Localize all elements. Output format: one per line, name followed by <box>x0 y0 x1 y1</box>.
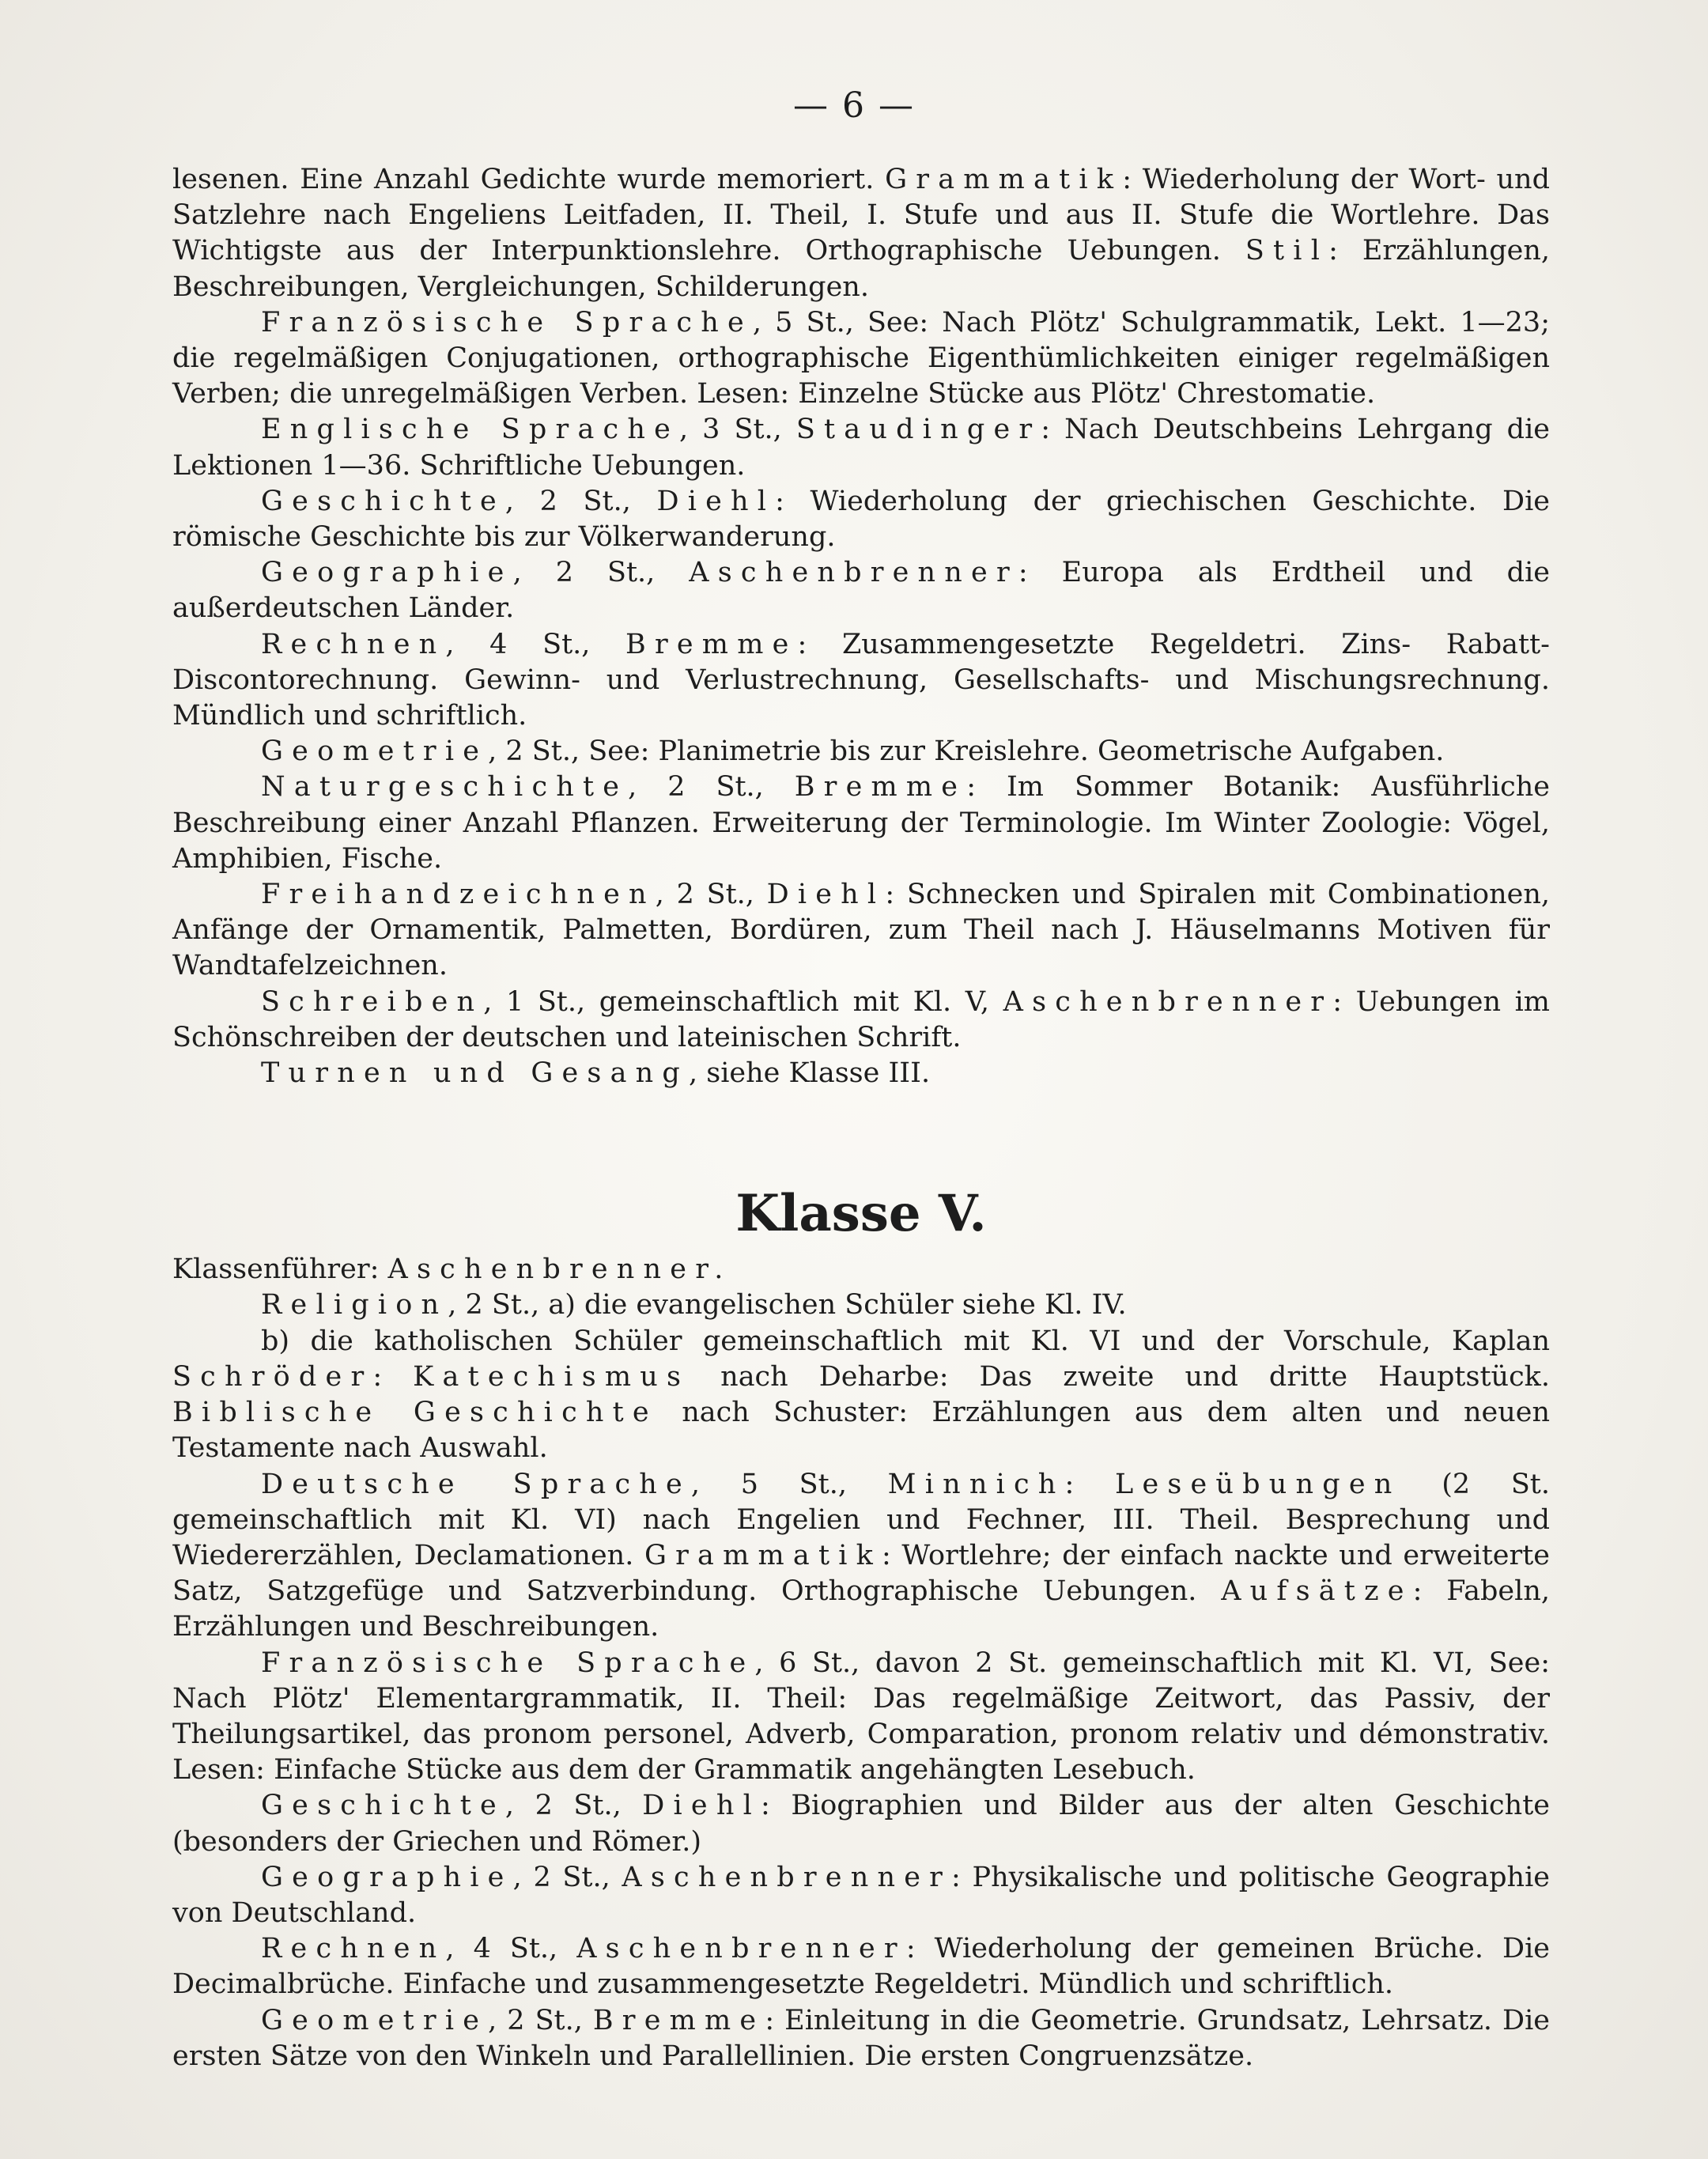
teacher-name: Staudinger <box>795 414 1041 446</box>
paragraph: Religion, 2 St., a) die evangelischen Schüler siehe Kl. IV. <box>261 1289 1127 1321</box>
subject-name: Geschichte <box>261 1790 505 1822</box>
subject-name: Grammatik <box>644 1539 882 1571</box>
teacher-name: Schröder <box>172 1360 373 1393</box>
subject-name: Geographie <box>261 1861 513 1893</box>
paragraph: Geometrie, 2 St., Bremme: Einleitung in die Geometrie. Grundsatz, Lehrsatz. Die ersten Sätze von den Winkeln und Parallellinien. Die ersten Congruenzsätze. <box>172 2004 1550 2072</box>
subject-name: Geometrie <box>261 2004 489 2036</box>
paragraph: Deutsche Sprache, 5 St., Minnich: Leseübungen (2 St. gemeinschaftlich mit Kl. VI) nach Engelien und Fechner, III. Theil. Besprechung und Wiedererzählen, Declamationen. Grammatik: Wortlehre; der einfach nackte und erweiterte Satz, Satzgefüge und Satzverbindung. Orthographische Uebungen. Aufsätze: Fabeln, Erzählungen und Beschreibungen. <box>172 1468 1550 1643</box>
paragraph: Rechnen, 4 St., Bremme: Zusammengesetzte Regeldetri. Zins- Rabatt- Discontorechnung. Gewinn- und Verlustrechnung, Gesellschafts- und Mischungsrechnung. Mündlich und schriftlich. <box>172 628 1550 732</box>
teacher-name: Bremme <box>625 628 798 660</box>
paragraph: Geographie, 2 St., Aschenbrenner: Physikalische und politische Geographie von Deutschland. <box>172 1861 1550 1929</box>
paragraph: Englische Sprache, 3 St., Staudinger: Nach Deutschbeins Lehrgang die Lektionen 1—36. Schriftliche Uebungen. <box>172 414 1550 482</box>
teacher-name: Aschenbrenner. <box>387 1253 732 1286</box>
class-leader: Klassenführer: Aschenbrenner. <box>172 1253 732 1286</box>
subject-name: Religion <box>261 1289 448 1321</box>
subject-name: Grammatik <box>885 164 1123 195</box>
page-number: — 6 — <box>793 85 915 126</box>
paragraph: lesenen. Eine Anzahl Gedichte wurde memoriert. Grammatik: Wiederholung der Wort- und Satzlehre nach Engeliens Leitfaden, II. Theil, I. Stufe und aus II. Stufe die Wortlehre. Das Wichtigste aus der Interpunktionslehre. Orthographische Uebungen. Stil: Erzählungen, Beschreibungen, Vergleichungen, Schilderungen. <box>172 164 1551 303</box>
paragraph: Geographie, 2 St., Aschenbrenner: Europa als Erdtheil und die außerdeutschen Länder. <box>172 557 1550 625</box>
paragraph: Schreiben, 1 St., gemeinschaftlich mit Kl. V, Aschenbrenner: Uebungen im Schönschreiben der deutschen und lateinischen Schrift. <box>172 985 1550 1053</box>
subject-name: Leseübungen <box>1115 1468 1401 1500</box>
subject-name: Naturgeschichte <box>261 771 629 803</box>
body-text <box>172 162 1550 2074</box>
subject-name: Schreiben <box>261 985 484 1018</box>
subject-name: Stil <box>1245 235 1329 267</box>
teacher-name: Diehl <box>656 485 776 517</box>
teacher-name: Bremme <box>794 771 967 803</box>
paragraph: Französische Sprache, 5 St., See: Nach Plötz' Schulgrammatik, Lekt. 1—23; die regelmäßigen Conjugationen, orthographische Eigenthümlichkeiten einiger regelmäßigen Verben; die unregelmäßigen Verben. Lesen: Einzelne Stücke aus Plötz' Chrestomatie. <box>172 306 1550 410</box>
section-heading: Klasse V. <box>735 1184 987 1244</box>
paragraph: Freihandzeichnen, 2 St., Diehl: Schnecken und Spiralen mit Combinationen, Anfänge der Ornamentik, Palmetten, Bordüren, zum Theil nach J. Häuselmanns Motiven für Wandtafelzeichnen. <box>172 879 1550 982</box>
paragraph: Rechnen, 4 St., Aschenbrenner: Wiederholung der gemeinen Brüche. Die Decimalbrüche. Einfache und zusammengesetzte Regeldetri. Mündlich und schriftlich. <box>172 1933 1550 2001</box>
subject-name: Französische Sprache <box>261 306 753 338</box>
teacher-name: Diehl <box>766 879 886 911</box>
paragraph: Naturgeschichte, 2 St., Bremme: Im Sommer Botanik: Ausführliche Beschreibung einer Anzahl Pflanzen. Erweiterung der Terminologie. Im Winter Zoologie: Vögel, Amphibien, Fische. <box>172 771 1550 875</box>
subject-name: Rechnen <box>261 628 446 660</box>
teacher-name: Aschenbrenner <box>622 1861 952 1893</box>
teacher-name: Aschenbrenner <box>576 1933 906 1965</box>
subject-name: Geometrie <box>261 735 489 768</box>
teacher-name: Aschenbrenner <box>689 557 1018 589</box>
subject-name: Geschichte <box>261 485 505 517</box>
subject-name: Rechnen <box>261 1933 446 1965</box>
subject-name: Geographie <box>261 557 513 589</box>
subject-name: Katechismus <box>413 1360 690 1393</box>
paragraph: Geometrie, 2 St., See: Planimetrie bis zur Kreislehre. Geometrische Aufgaben. <box>261 735 1445 768</box>
teacher-name: Minnich <box>887 1468 1065 1500</box>
subject-name: Französische Sprache <box>261 1647 755 1679</box>
subject-name: Aufsätze <box>1221 1575 1413 1608</box>
paragraph: Turnen und Gesang, siehe Klasse III. <box>261 1057 931 1090</box>
paragraph: b) die katholischen Schüler gemeinschaftlich mit Kl. VI und der Vorschule, Kaplan Schröder: Katechismus nach Deharbe: Das zweite und dritte Hauptstück. Biblische Geschichte nach Schuster: Erzählungen aus dem alten und neuen Testamente nach Auswahl. <box>172 1325 1551 1465</box>
subject-name: Deutsche Sprache <box>261 1468 691 1500</box>
subject-name: Biblische Geschichte <box>172 1397 658 1429</box>
subject-name: Turnen und Gesang <box>261 1057 689 1090</box>
teacher-name: Bremme <box>592 2004 765 2036</box>
paragraph: Französische Sprache, 6 St., davon 2 St. gemeinschaftlich mit Kl. VI, See: Nach Plötz' Elementargrammatik, II. Theil: Das regelmäßige Zeitwort, das Passiv, der Theilungsartikel, das pronom personel, Adverb, Comparation, pronom relativ und démonstrativ. Lesen: Einfache Stücke aus dem der Grammatik angehängten Lesebuch. <box>172 1647 1550 1787</box>
teacher-name: Aschenbrenner <box>1003 985 1333 1018</box>
teacher-name: Diehl <box>642 1790 761 1822</box>
subject-name: Freihandzeichnen <box>261 879 656 911</box>
subject-name: Englische Sprache <box>261 414 679 446</box>
paragraph: Geschichte, 2 St., Diehl: Wiederholung der griechischen Geschichte. Die römische Geschichte bis zur Völkerwanderung. <box>172 485 1550 554</box>
paragraph: Geschichte, 2 St., Diehl: Biographien und Bilder aus der alten Geschichte (besonders der Griechen und Römer.) <box>172 1790 1550 1858</box>
